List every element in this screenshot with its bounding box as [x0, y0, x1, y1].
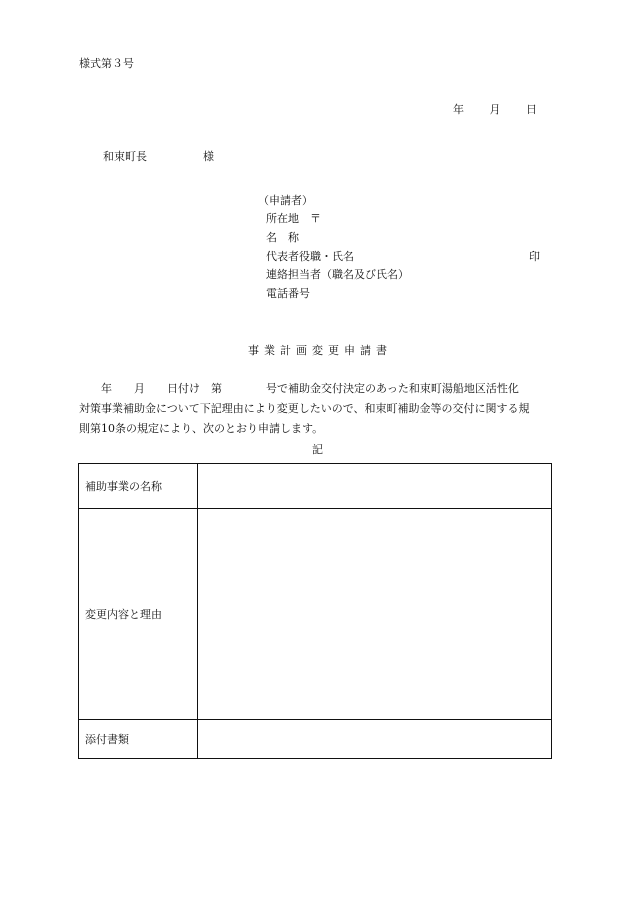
name-field[interactable]: 名 称: [266, 231, 299, 244]
project-name-label: 補助事業の名称: [79, 464, 198, 509]
project-name-value[interactable]: [198, 464, 552, 509]
addressee: [103, 151, 214, 162]
table-row: [79, 720, 552, 759]
table-row: [79, 464, 552, 509]
ki-marker: 記: [312, 443, 323, 456]
contact-field[interactable]: 連絡担当者（職名及び氏名）: [266, 268, 409, 281]
table-row: [79, 509, 552, 720]
document-title: 事業計画変更申請書: [248, 344, 392, 357]
address-field[interactable]: 所在地 〒: [266, 212, 321, 225]
date-line: [453, 104, 537, 115]
seal-mark: 印: [529, 250, 540, 263]
change-reason-label: 変更内容と理由: [79, 509, 198, 720]
form-number: 様式第３号: [79, 57, 134, 70]
date-day-field[interactable]: 日: [526, 103, 537, 116]
date-year-field[interactable]: 年: [453, 103, 464, 116]
addressee-name: 和束町長: [103, 150, 147, 163]
addressee-honorific: 様: [203, 150, 214, 163]
applicant-heading: （申請者）: [258, 194, 313, 207]
change-reason-value[interactable]: [198, 509, 552, 720]
date-month-field[interactable]: 月: [489, 103, 501, 116]
body-line-3: 則第10条の規定により、次のとおり申請します。: [79, 422, 324, 435]
body-line-2: 対策事業補助金について下記理由により変更したいので、和束町補助金等の交付に関する規: [79, 402, 530, 415]
attachments-value[interactable]: [198, 720, 552, 759]
phone-field[interactable]: 電話番号: [266, 287, 310, 300]
attachments-label: 添付書類: [79, 720, 198, 759]
body-paragraph: [79, 379, 557, 439]
representative-field[interactable]: 代表者役職・氏名: [266, 250, 354, 263]
body-line-1: 年 月 日付け 第 号で補助金交付決定のあった和束町湯船地区活性化: [79, 382, 519, 395]
application-table: [78, 463, 552, 759]
